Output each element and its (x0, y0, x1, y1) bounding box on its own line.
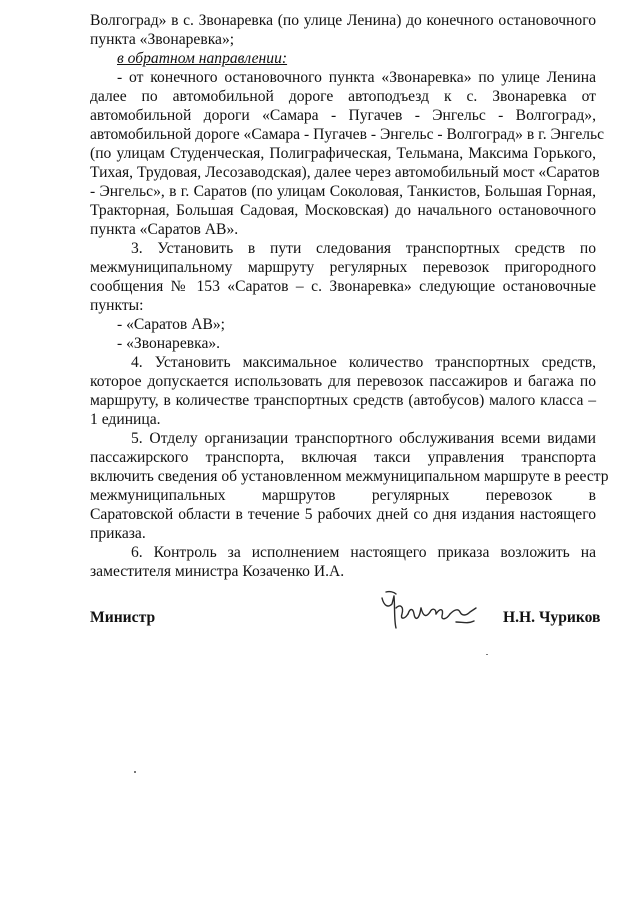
scan-speck (486, 654, 488, 655)
item-6-line-1: 6. Контроль за исполнением настоящего приказа возложить на (131, 544, 596, 561)
text-line-1: Волгоград» в с. Звонаревка (по улице Ленина) до конечного остановочного (90, 12, 596, 29)
text-line-4: - от конечного остановочного пункта «Звонаревка» по улице Ленина (117, 69, 596, 86)
section-subheading: в обратном направлении: (117, 50, 288, 67)
text-line-10: - Энгельс», в г. Саратов (по улицам Соколовая, Танкистов, Большая Горная, (90, 183, 596, 200)
text-line-12: пункта «Саратов АВ». (90, 221, 239, 238)
item-3-line-1: 3. Установить в пути следования транспортных средств по (131, 240, 596, 257)
text-line-6: автомобильной дороги «Самара - Пугачев - Энгельс - Волгоград», (90, 107, 596, 124)
item-5-line-1: 5. Отделу организации транспортного обслуживания всеми видами (131, 430, 596, 447)
handwritten-signature (378, 586, 484, 636)
item-5-line-6: приказа. (90, 525, 146, 542)
item-4-line-4: 1 единица. (90, 411, 161, 428)
signatory-position: Министр (90, 609, 156, 626)
text-line-2: пункта «Звонаревка»; (90, 31, 235, 48)
stop-item-2: - «Звонаревка». (117, 335, 221, 352)
signatory-name: Н.Н. Чуриков (503, 609, 601, 626)
item-4-line-1: 4. Установить максимальное количество транспортных средств, (131, 354, 596, 371)
item-4-line-2: которое допускается использовать для перевозок пассажиров и багажа по (90, 373, 596, 390)
item-5-line-2: пассажирского транспорта, включая такси управления транспорта (90, 449, 596, 466)
text-line-7: автомобильной дороге «Самара - Пугачев - Энгельс - Волгоград» в г. Энгельс (90, 126, 605, 143)
text-line-11: Тракторная, Большая Садовая, Московская) до начального остановочного (90, 202, 596, 219)
item-5-line-3: включить сведения об установленном межмуниципальном маршруте в реестр (90, 468, 609, 485)
item-3-line-4: пункты: (90, 297, 144, 314)
text-line-5: далее по автомобильной дороге автоподъезд к с. Звонаревка от (90, 88, 596, 105)
text-line-9: Тихая, Трудовая, Лесозаводская), далее через автомобильный мост «Саратов (90, 164, 600, 181)
item-4-line-3: маршруту, в количестве транспортных средств (автобусов) малого класса – (90, 392, 596, 409)
item-3-line-3: сообщения № 153 «Саратов – с. Звонаревка» следующие остановочные (90, 278, 596, 295)
item-6-line-2: заместителя министра Козаченко И.А. (90, 563, 345, 580)
item-5-line-5: Саратовской области в течение 5 рабочих дней со дня издания настоящего (90, 506, 596, 523)
item-3-line-2: межмуниципальному маршруту регулярных перевозок пригородного (90, 259, 596, 276)
item-5-line-4: межмуниципальных маршрутов регулярных перевозок в (90, 487, 596, 504)
text-line-8: (по улицам Студенческая, Полиграфическая, Тельмана, Максима Горького, (90, 145, 596, 162)
stop-item-1: - «Саратов АВ»; (117, 316, 225, 333)
scan-speck (134, 771, 136, 773)
